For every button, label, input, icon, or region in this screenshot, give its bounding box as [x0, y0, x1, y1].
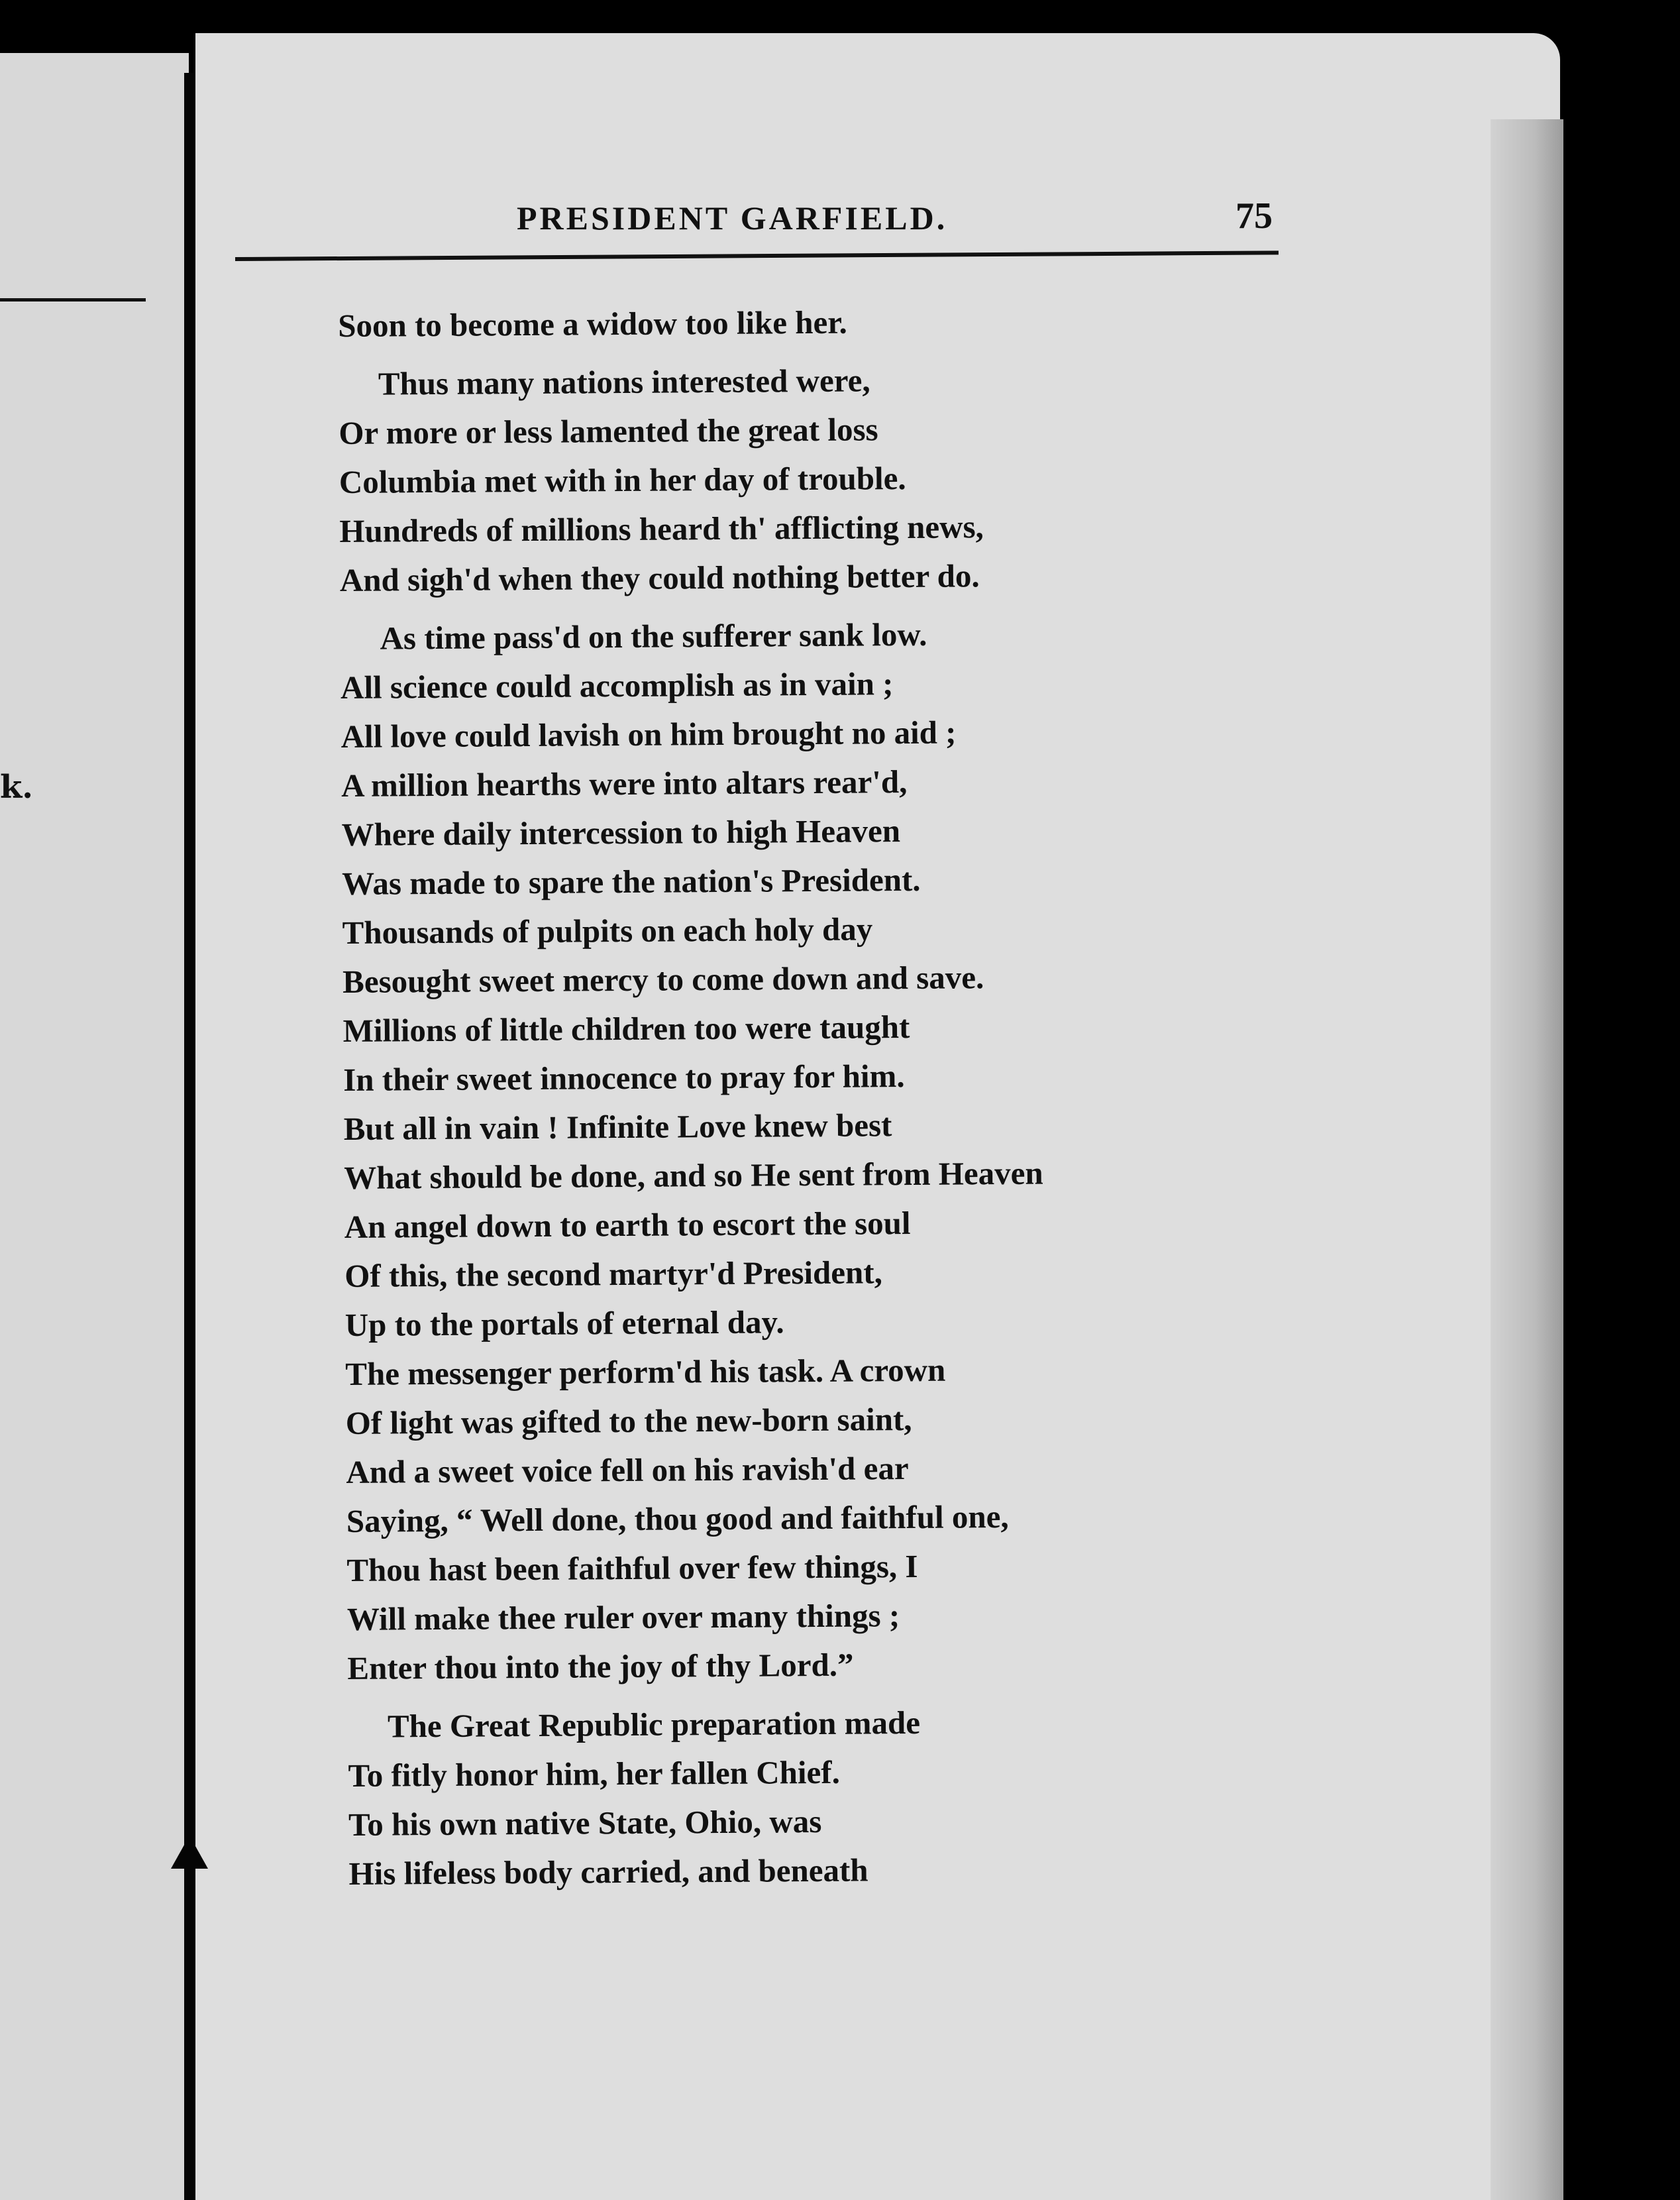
gutter-arrow-icon — [171, 1836, 208, 1869]
poem-line: The messenger perform'd his task. A crown — [345, 1351, 946, 1392]
poem-line: Or more or less lamented the great loss — [339, 411, 878, 451]
poem-line: In their sweet innocence to pray for him. — [343, 1058, 905, 1098]
poem-line: Saying, “ Well done, thou good and faithful one, — [346, 1498, 1009, 1539]
poem-line: A million hearths were into altars rear'd, — [341, 763, 908, 804]
poem-line: And a sweet voice fell on his ravish'd ear — [346, 1450, 909, 1490]
stanza — [339, 353, 1308, 605]
poem-line: Where daily intercession to high Heaven — [341, 812, 901, 853]
page-edge-shadow — [1491, 119, 1563, 2200]
poem-line: Of this, the second martyr'd President, — [344, 1254, 883, 1294]
poem-line: All science could accomplish as in vain ; — [340, 665, 894, 706]
poem-line: Thus many nations interested were, — [378, 362, 870, 402]
running-head — [517, 199, 947, 237]
poem-line: But all in vain ! Infinite Love knew best — [343, 1107, 892, 1147]
poem-line: Up to the portals of eternal day. — [344, 1303, 784, 1343]
book-gutter — [184, 73, 193, 2200]
left-page-rule — [0, 298, 146, 302]
stanza — [348, 1696, 1316, 1898]
poem-text — [338, 295, 1316, 1908]
poem-line: Thousands of pulpits on each holy day — [342, 910, 873, 951]
left-page — [0, 53, 189, 2200]
poem-line: Was made to spare the nation's President. — [341, 861, 921, 902]
poem-line: To fitly honor him, her fallen Chief. — [348, 1753, 841, 1794]
poem-line: To his own native State, Ohio, was — [348, 1802, 822, 1843]
poem-line: Soon to become a widow too like her. — [338, 303, 848, 344]
stanza — [340, 608, 1314, 1693]
poem-line: What should be done, and so He sent from Heaven — [344, 1154, 1043, 1196]
poem-line: Columbia met with in her day of trouble. — [339, 460, 906, 500]
poem-line: As time pass'd on the sufferer sank low. — [380, 616, 927, 657]
page-number: 75 — [1235, 195, 1273, 237]
poem-line: All love could lavish on him brought no aid ; — [341, 714, 957, 755]
poem-line: Thou hast been faithful over few things, I — [346, 1547, 918, 1588]
poem-line: And sigh'd when they could nothing better do. — [339, 557, 980, 598]
poem-line: Hundreds of millions heard th' afflicting news, — [339, 508, 984, 549]
poem-line: The Great Republic preparation made — [387, 1704, 921, 1745]
running-head-text: PRESIDENT GARFIELD. — [517, 199, 948, 237]
poem-line: Will make thee ruler over many things ; — [346, 1597, 900, 1637]
poem-line: Of light was gifted to the new-born saint, — [345, 1400, 912, 1441]
poem-line: An angel down to earth to escort the soul — [344, 1204, 911, 1245]
poem-line: Besought sweet mercy to come down and save. — [342, 959, 984, 1000]
poem-line: His lifeless body carried, and beneath — [348, 1851, 868, 1892]
stanza — [338, 295, 1305, 351]
poem-line: Enter thou into the joy of thy Lord.” — [347, 1646, 854, 1686]
poem-line: Millions of little children too were taught — [342, 1009, 910, 1049]
left-page-fragment: k. — [0, 769, 33, 806]
